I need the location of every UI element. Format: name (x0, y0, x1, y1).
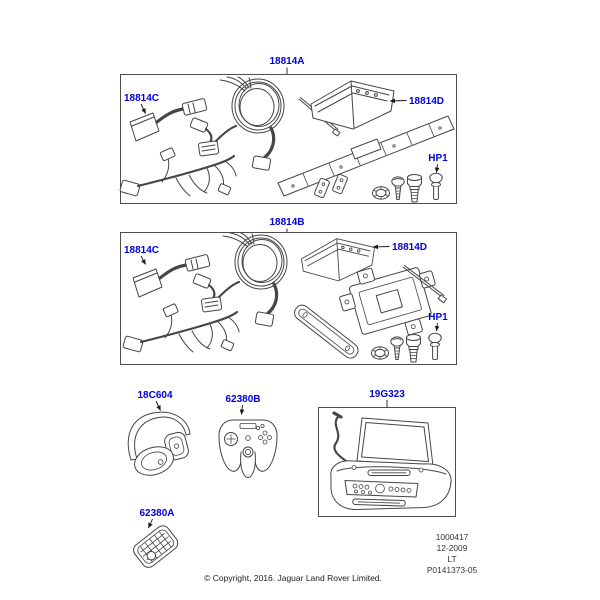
kit-b-booklet-arrow (373, 247, 390, 248)
plate-code: P0141373-05 (426, 565, 478, 575)
kit-b-section (121, 217, 457, 365)
kit-a-part-number[interactable]: 18814A (269, 56, 305, 67)
kit-a-hardware-part-number[interactable]: HP1 (428, 153, 448, 164)
controller-art (219, 420, 277, 478)
controller-part-number[interactable]: 62380B (225, 394, 261, 405)
console-part-number[interactable]: 19G323 (369, 389, 405, 400)
kit-b-booklet-part-number[interactable]: 18814D (392, 242, 428, 253)
doc-date: 12-2009 (436, 543, 468, 553)
headphones-art (128, 412, 190, 480)
remote-section (131, 508, 181, 570)
kit-a-section (120, 56, 457, 204)
controller-section (219, 394, 277, 478)
kit-b-part-number[interactable]: 18814B (269, 217, 305, 228)
remote-art (131, 523, 181, 570)
console-screen (357, 418, 433, 466)
remote-arrow (149, 519, 153, 528)
doc-info-block (427, 532, 478, 575)
console-section (319, 389, 456, 517)
doc-number: 1000417 (435, 532, 469, 542)
remote-part-number[interactable]: 62380A (139, 508, 175, 519)
kit-a-booklet-arrow (390, 101, 407, 102)
kit-a-booklet-part-number[interactable]: 18814D (409, 96, 445, 107)
doc-region: LT (447, 554, 457, 564)
console-base (331, 461, 451, 510)
copyright-notice: © Copyright, 2016. Jaguar Land Rover Limited. (204, 573, 382, 583)
kit-b-module-part-number[interactable]: 18814C (124, 245, 160, 256)
headphones-section (128, 390, 190, 480)
controller-arrow (242, 405, 243, 415)
kit-a-module-part-number[interactable]: 18814C (124, 93, 160, 104)
kit-b-hardware-part-number[interactable]: HP1 (428, 312, 448, 323)
headphones-part-number[interactable]: 18C604 (137, 390, 173, 401)
headphones-arrow (156, 401, 161, 411)
